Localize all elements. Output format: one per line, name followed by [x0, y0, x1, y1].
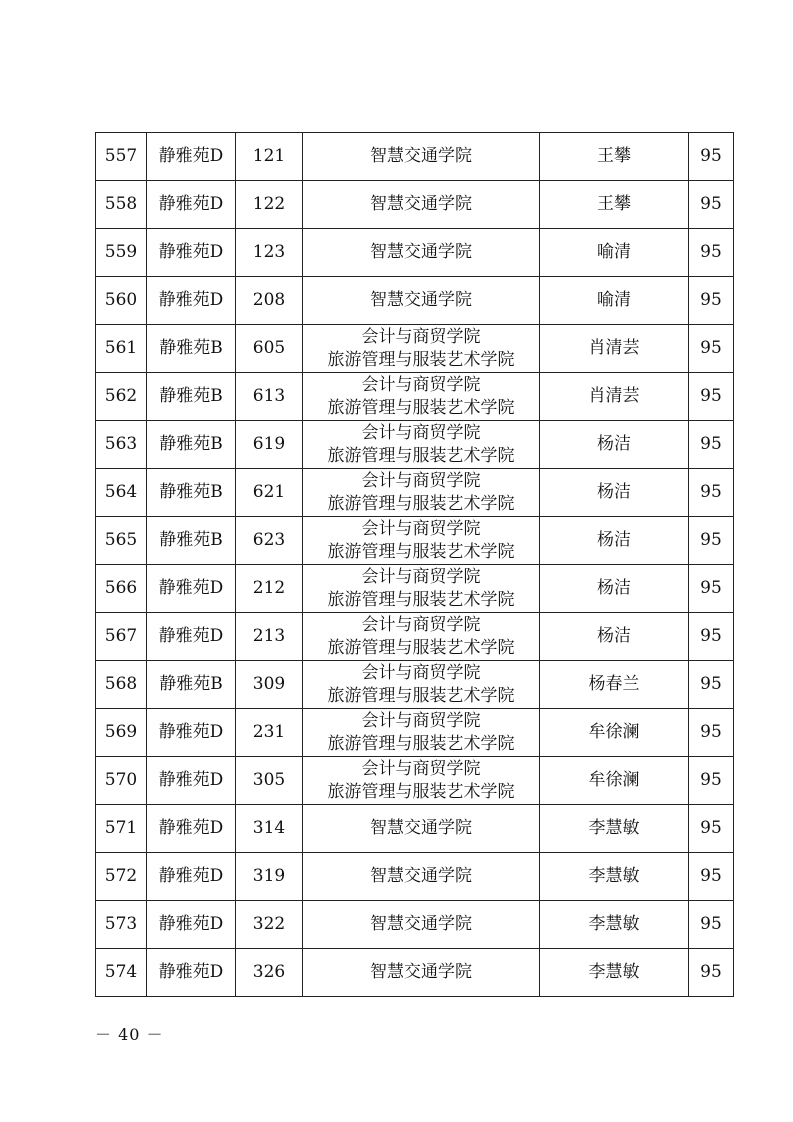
score-cell: 95: [689, 709, 734, 757]
college-name: 智慧交通学院: [370, 242, 472, 262]
college-name: 旅游管理与服装艺术学院: [327, 589, 515, 610]
row-number-cell: 565: [96, 517, 147, 565]
college-cell: [303, 949, 540, 997]
score-cell: 95: [689, 277, 734, 325]
responsible-person-cell: 肖清芸: [540, 373, 689, 421]
room-number-cell: 213: [236, 613, 303, 661]
college-cell: [303, 661, 540, 709]
row-number-cell: 557: [96, 133, 147, 181]
table-row: [96, 853, 734, 901]
room-number-cell: 322: [236, 901, 303, 949]
college-cell: [303, 469, 540, 517]
table-row: [96, 229, 734, 277]
responsible-person-cell: 李慧敏: [540, 805, 689, 853]
row-number-cell: 562: [96, 373, 147, 421]
responsible-person-cell: 牟徐澜: [540, 709, 689, 757]
row-number-cell: 568: [96, 661, 147, 709]
room-number-cell: 621: [236, 469, 303, 517]
building-cell: 静雅苑B: [147, 517, 236, 565]
table-row: [96, 325, 734, 373]
room-number-cell: 212: [236, 565, 303, 613]
college-name: 会计与商贸学院: [361, 518, 481, 539]
table-row: [96, 277, 734, 325]
building-cell: 静雅苑D: [147, 181, 236, 229]
responsible-person-cell: 杨洁: [540, 565, 689, 613]
score-cell: 95: [689, 373, 734, 421]
table-body: [96, 133, 734, 997]
table-row: [96, 805, 734, 853]
score-cell: 95: [689, 949, 734, 997]
table-row: [96, 757, 734, 805]
college-name: 会计与商贸学院: [361, 662, 481, 683]
score-cell: 95: [689, 229, 734, 277]
row-number-cell: 558: [96, 181, 147, 229]
room-number-cell: 231: [236, 709, 303, 757]
college-name: 旅游管理与服装艺术学院: [327, 349, 515, 370]
college-name: 旅游管理与服装艺术学院: [327, 493, 515, 514]
responsible-person-cell: 李慧敏: [540, 901, 689, 949]
building-cell: 静雅苑D: [147, 613, 236, 661]
room-number-cell: 319: [236, 853, 303, 901]
building-cell: 静雅苑B: [147, 421, 236, 469]
room-number-cell: 123: [236, 229, 303, 277]
responsible-person-cell: 王攀: [540, 181, 689, 229]
building-cell: 静雅苑B: [147, 661, 236, 709]
table-row: [96, 517, 734, 565]
score-cell: 95: [689, 181, 734, 229]
row-number-cell: 574: [96, 949, 147, 997]
room-number-cell: 314: [236, 805, 303, 853]
table-row: [96, 661, 734, 709]
responsible-person-cell: 李慧敏: [540, 949, 689, 997]
score-cell: 95: [689, 757, 734, 805]
row-number-cell: 573: [96, 901, 147, 949]
room-number-cell: 623: [236, 517, 303, 565]
score-cell: 95: [689, 325, 734, 373]
building-cell: 静雅苑D: [147, 277, 236, 325]
building-cell: 静雅苑D: [147, 757, 236, 805]
row-number-cell: 559: [96, 229, 147, 277]
building-cell: 静雅苑B: [147, 325, 236, 373]
college-name: 会计与商贸学院: [361, 710, 481, 731]
row-number-cell: 560: [96, 277, 147, 325]
room-number-cell: 121: [236, 133, 303, 181]
college-name: 会计与商贸学院: [361, 470, 481, 491]
table-row: [96, 469, 734, 517]
row-number-cell: 567: [96, 613, 147, 661]
college-cell: [303, 853, 540, 901]
college-name: 智慧交通学院: [370, 962, 472, 982]
college-name: 会计与商贸学院: [361, 326, 481, 347]
score-cell: 95: [689, 613, 734, 661]
score-cell: 95: [689, 517, 734, 565]
building-cell: 静雅苑B: [147, 373, 236, 421]
college-cell: [303, 517, 540, 565]
room-number-cell: 208: [236, 277, 303, 325]
score-cell: 95: [689, 133, 734, 181]
responsible-person-cell: 杨洁: [540, 421, 689, 469]
college-name: 会计与商贸学院: [361, 566, 481, 587]
college-cell: [303, 709, 540, 757]
responsible-person-cell: 喻清: [540, 277, 689, 325]
dorm-inspection-table: [95, 132, 734, 997]
score-cell: 95: [689, 901, 734, 949]
building-cell: 静雅苑D: [147, 805, 236, 853]
college-name: 旅游管理与服装艺术学院: [327, 733, 515, 754]
row-number-cell: 564: [96, 469, 147, 517]
row-number-cell: 569: [96, 709, 147, 757]
building-cell: 静雅苑D: [147, 709, 236, 757]
score-cell: 95: [689, 805, 734, 853]
college-cell: [303, 757, 540, 805]
building-cell: 静雅苑D: [147, 565, 236, 613]
responsible-person-cell: 杨洁: [540, 469, 689, 517]
college-cell: [303, 229, 540, 277]
table-row: [96, 613, 734, 661]
row-number-cell: 570: [96, 757, 147, 805]
college-name: 会计与商贸学院: [361, 422, 481, 443]
room-number-cell: 309: [236, 661, 303, 709]
college-name: 会计与商贸学院: [361, 758, 481, 779]
room-number-cell: 613: [236, 373, 303, 421]
page-number: － 40 －: [95, 1025, 164, 1044]
college-name: 会计与商贸学院: [361, 614, 481, 635]
responsible-person-cell: 牟徐澜: [540, 757, 689, 805]
table-row: [96, 901, 734, 949]
room-number-cell: 619: [236, 421, 303, 469]
building-cell: 静雅苑D: [147, 853, 236, 901]
table-row: [96, 565, 734, 613]
college-name: 智慧交通学院: [370, 914, 472, 934]
responsible-person-cell: 杨春兰: [540, 661, 689, 709]
college-cell: [303, 613, 540, 661]
college-name: 旅游管理与服装艺术学院: [327, 685, 515, 706]
college-name: 旅游管理与服装艺术学院: [327, 781, 515, 802]
row-number-cell: 566: [96, 565, 147, 613]
score-cell: 95: [689, 565, 734, 613]
college-cell: [303, 421, 540, 469]
table-row: [96, 133, 734, 181]
college-cell: [303, 181, 540, 229]
score-cell: 95: [689, 853, 734, 901]
score-cell: 95: [689, 661, 734, 709]
row-number-cell: 561: [96, 325, 147, 373]
responsible-person-cell: 肖清芸: [540, 325, 689, 373]
responsible-person-cell: 杨洁: [540, 517, 689, 565]
college-name: 旅游管理与服装艺术学院: [327, 397, 515, 418]
row-number-cell: 563: [96, 421, 147, 469]
college-cell: [303, 133, 540, 181]
college-name: 旅游管理与服装艺术学院: [327, 445, 515, 466]
score-cell: 95: [689, 421, 734, 469]
responsible-person-cell: 喻清: [540, 229, 689, 277]
room-number-cell: 305: [236, 757, 303, 805]
row-number-cell: 571: [96, 805, 147, 853]
row-number-cell: 572: [96, 853, 147, 901]
room-number-cell: 122: [236, 181, 303, 229]
table-row: [96, 181, 734, 229]
college-cell: [303, 805, 540, 853]
table-row: [96, 421, 734, 469]
table-row: [96, 949, 734, 997]
college-cell: [303, 565, 540, 613]
building-cell: 静雅苑D: [147, 133, 236, 181]
building-cell: 静雅苑B: [147, 469, 236, 517]
college-name: 旅游管理与服装艺术学院: [327, 637, 515, 658]
responsible-person-cell: 李慧敏: [540, 853, 689, 901]
responsible-person-cell: 王攀: [540, 133, 689, 181]
building-cell: 静雅苑D: [147, 949, 236, 997]
college-name: 智慧交通学院: [370, 146, 472, 166]
college-name: 智慧交通学院: [370, 866, 472, 886]
room-number-cell: 605: [236, 325, 303, 373]
score-cell: 95: [689, 469, 734, 517]
responsible-person-cell: 杨洁: [540, 613, 689, 661]
table-row: [96, 709, 734, 757]
room-number-cell: 326: [236, 949, 303, 997]
table-row: [96, 373, 734, 421]
college-name: 智慧交通学院: [370, 290, 472, 310]
college-cell: [303, 901, 540, 949]
college-name: 会计与商贸学院: [361, 374, 481, 395]
college-name: 智慧交通学院: [370, 818, 472, 838]
building-cell: 静雅苑D: [147, 901, 236, 949]
building-cell: 静雅苑D: [147, 229, 236, 277]
college-name: 旅游管理与服装艺术学院: [327, 541, 515, 562]
college-name: 智慧交通学院: [370, 194, 472, 214]
college-cell: [303, 373, 540, 421]
college-cell: [303, 277, 540, 325]
college-cell: [303, 325, 540, 373]
